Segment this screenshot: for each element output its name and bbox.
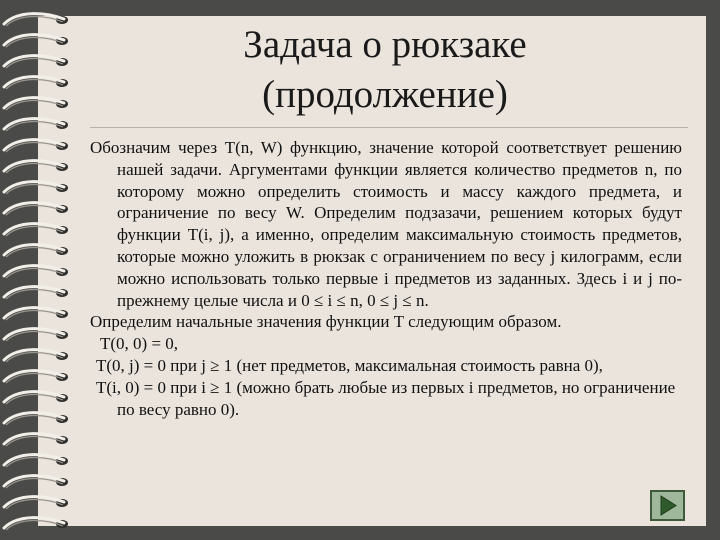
paragraph-definition: Обозначим через T(n, W) функцию, значение которой соответствует решению нашей задачи. Аргументами функции является количество предметов n, по которому можно определить стоимость и массу каждого предмета, и ограничение по весу W. Определим подзазачи, решением которых будут функции T(i, j), а именно, определим максимальную стоимость предметов, которые можно уложить в рюкзак с ограничением по весу j килограмм, если можно использовать только первые i предметов из заданных. Здесь i и j по-прежнему целые числа и 0 ≤ i ≤ n, 0 ≤ j ≤ n. (90, 138, 682, 310)
binding-ring (4, 245, 68, 257)
binding-ring (4, 518, 68, 530)
binding-ring (4, 476, 68, 488)
formula-zero-weight: T(i, 0) = 0 при i ≥ 1 (можно брать любые из первых i предметов, но ограничение по весу равно 0). (96, 377, 676, 419)
play-next-icon (652, 492, 683, 519)
binding-ring (4, 14, 68, 26)
binding-ring (4, 350, 68, 362)
title-line-1: Задача о рюкзаке (243, 23, 527, 66)
binding-ring (4, 77, 68, 89)
binding-ring (4, 203, 68, 215)
title-line-2: (продолжение) (262, 73, 508, 116)
binding-ring (4, 392, 68, 404)
binding-ring (4, 140, 68, 152)
binding-ring (4, 308, 68, 320)
binding-ring (4, 119, 68, 131)
binding-ring (4, 434, 68, 446)
binding-ring (4, 455, 68, 467)
binding-ring (4, 287, 68, 299)
binding-ring (4, 266, 68, 278)
binding-ring (4, 413, 68, 425)
binding-ring (4, 35, 68, 47)
slide-title (150, 20, 620, 120)
formula-base: T(0, 0) = 0, (100, 334, 179, 354)
binding-ring (4, 329, 68, 341)
binding-ring (4, 182, 68, 194)
next-slide-button[interactable] (650, 490, 685, 521)
spiral-binding (0, 0, 80, 540)
paragraph-initial-values: Определим начальные значения функции T следующим образом. (90, 312, 562, 332)
binding-ring (4, 371, 68, 383)
slide-body (90, 137, 682, 420)
title-divider (90, 127, 688, 128)
binding-ring (4, 497, 68, 509)
binding-ring (4, 224, 68, 236)
formula-zero-items: T(0, j) = 0 при j ≥ 1 (нет предметов, максимальная стоимость равна 0), (96, 355, 603, 375)
binding-ring (4, 161, 68, 173)
binding-ring (4, 98, 68, 110)
binding-ring (4, 56, 68, 68)
